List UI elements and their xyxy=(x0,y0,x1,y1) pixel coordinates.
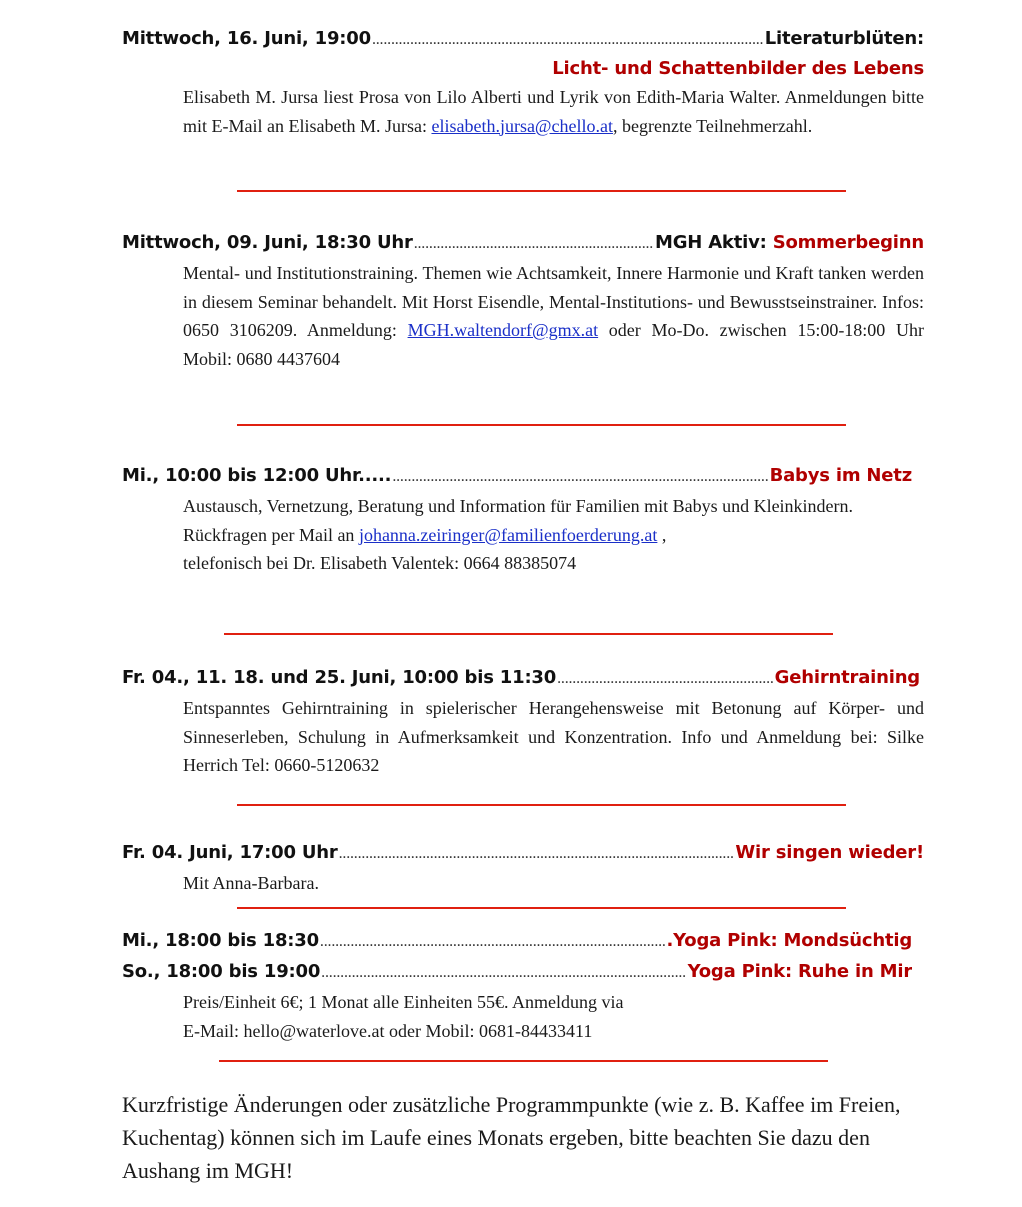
event-heading xyxy=(122,461,912,492)
divider xyxy=(237,190,846,192)
event-date: Fr. 04., 11. 18. und 25. Juni, 10:00 bis 11:30 xyxy=(122,667,557,688)
description-text: Preis/Einheit 6€; 1 Monat alle Einheiten 55€. Anmeldung via xyxy=(183,992,624,1012)
description-text: Mit Anna-Barbara. xyxy=(183,873,319,893)
event-date: Mittwoch, 16. Juni, 19:00 xyxy=(122,28,371,49)
event-title: Wir singen wieder! xyxy=(735,842,924,863)
dot-leader xyxy=(321,958,686,988)
event-subtitle: Licht- und Schattenbilder des Lebens xyxy=(552,58,924,79)
event-description xyxy=(183,259,924,373)
description-text: E-Mail: hello@waterlove.at oder Mobil: 0681-84433411 xyxy=(183,1020,593,1041)
description-text: Mental- und Institutionstraining. Themen wie Achtsamkeit, Innere Harmonie und Kraft tanken werden in diesem Seminar behandelt. Mit Horst Eisendle, Mental-Institutions- und Bewusstseinstrainer. Infos: 0650 3106209. Anmeldung: xyxy=(183,263,924,341)
description-text: Rückfragen per Mail an xyxy=(183,524,359,545)
event-title: Literaturblüten: xyxy=(764,28,924,49)
event-babys-im-netz xyxy=(122,461,912,578)
description-text: Austausch, Vernetzung, Beratung und Information für Familien mit Babys und Kleinkindern. xyxy=(183,496,854,516)
event-heading xyxy=(122,663,920,694)
event-date: Mi., 10:00 bis 12:00 Uhr..... xyxy=(122,465,392,486)
event-title: Babys im Netz xyxy=(769,465,912,486)
event-date: Mittwoch, 09. Juni, 18:30 Uhr xyxy=(122,232,413,253)
description-text: Elisabeth M. Jursa liest Prosa von Lilo Alberti und Lyrik von Edith-Maria Walter. Anmeldungen bitte mit E-Mail an Elisabeth M. Jursa: xyxy=(183,87,924,136)
event-heading xyxy=(122,957,912,988)
dot-leader xyxy=(557,664,774,694)
event-date: Fr. 04. Juni, 17:00 Uhr xyxy=(122,842,338,863)
event-description xyxy=(183,83,924,140)
event-title xyxy=(655,228,924,258)
event-heading xyxy=(122,228,924,259)
event-wir-singen-wieder xyxy=(122,838,924,898)
event-heading xyxy=(122,926,912,957)
dot-leader xyxy=(320,927,666,957)
event-heading xyxy=(122,24,924,55)
description-text: , xyxy=(657,524,667,545)
event-description xyxy=(183,869,924,898)
email-link[interactable]: elisabeth.jursa@chello.at xyxy=(431,115,613,136)
email-link[interactable]: MGH.waltendorf@gmx.at xyxy=(407,320,599,341)
event-title-text: Sommerbeginn xyxy=(772,232,924,253)
event-gehirntraining xyxy=(122,663,924,780)
event-yoga-pink xyxy=(122,926,912,1045)
event-description xyxy=(183,988,912,1045)
dot-leader xyxy=(392,462,768,492)
event-title: .Yoga Pink: Mondsüchtig xyxy=(666,930,912,951)
description-text: telefonisch bei Dr. Elisabeth Valentek: 0664 88385074 xyxy=(183,553,577,574)
event-date: Mi., 18:00 bis 18:30 xyxy=(122,930,319,951)
dot-leader xyxy=(339,839,735,869)
event-heading xyxy=(122,838,924,869)
event-description xyxy=(183,694,924,780)
divider xyxy=(219,1060,828,1062)
divider xyxy=(237,804,846,806)
email-link[interactable]: johanna.zeiringer@familienfoerderung.at xyxy=(358,524,658,545)
divider xyxy=(224,633,833,635)
event-literaturblueten xyxy=(122,24,924,140)
divider xyxy=(237,907,846,909)
footer-note: Kurzfristige Änderungen oder zusätzliche Programmpunkte (wie z. B. Kaffee im Freien, Kuchentag) können sich im Laufe eines Monats ergeben, bitte beachten Sie dazu den Aushang im MGH! xyxy=(122,1092,901,1183)
event-date: So., 18:00 bis 19:00 xyxy=(122,961,321,982)
description-text: , begrenzte Teilnehmerzahl. xyxy=(612,115,813,136)
dot-leader xyxy=(372,25,764,55)
event-title: Yoga Pink: Ruhe in Mir xyxy=(687,961,912,982)
event-title: Gehirntraining xyxy=(774,667,920,688)
event-sommerbeginn xyxy=(122,228,924,373)
event-description xyxy=(183,492,912,578)
description-text: oder Mo-Do. zwischen 15:00-18:00 Uhr Mobil: 0680 4437604 xyxy=(183,320,924,369)
event-category: MGH Aktiv: xyxy=(654,232,773,253)
divider xyxy=(237,424,846,426)
description-text: Entspanntes Gehirntraining in spielerischer Herangehensweise mit Betonung auf Körper- und Sinneserleben, Schulung in Aufmerksamkeit und Konzentration. Info und Anmeldung bei: Silke Herrich Tel: 0660-5120632 xyxy=(183,698,924,776)
dot-leader xyxy=(414,229,654,259)
